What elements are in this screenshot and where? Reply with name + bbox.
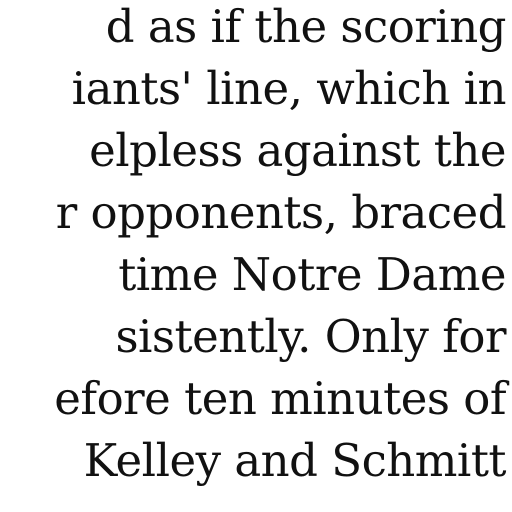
text-line-7: efore ten minutes of (54, 372, 506, 425)
text-line-4: r opponents, braced (55, 186, 506, 239)
text-line-3: elpless against the (89, 124, 506, 177)
text-line-1: d as if the scoring (105, 0, 506, 53)
text-line-5: time Notre Dame (118, 248, 506, 301)
text-line-8: Kelley and Schmitt (83, 434, 506, 487)
text-line-6: sistently. Only for (115, 310, 506, 363)
text-line-2: iants' line, which in (71, 62, 506, 115)
